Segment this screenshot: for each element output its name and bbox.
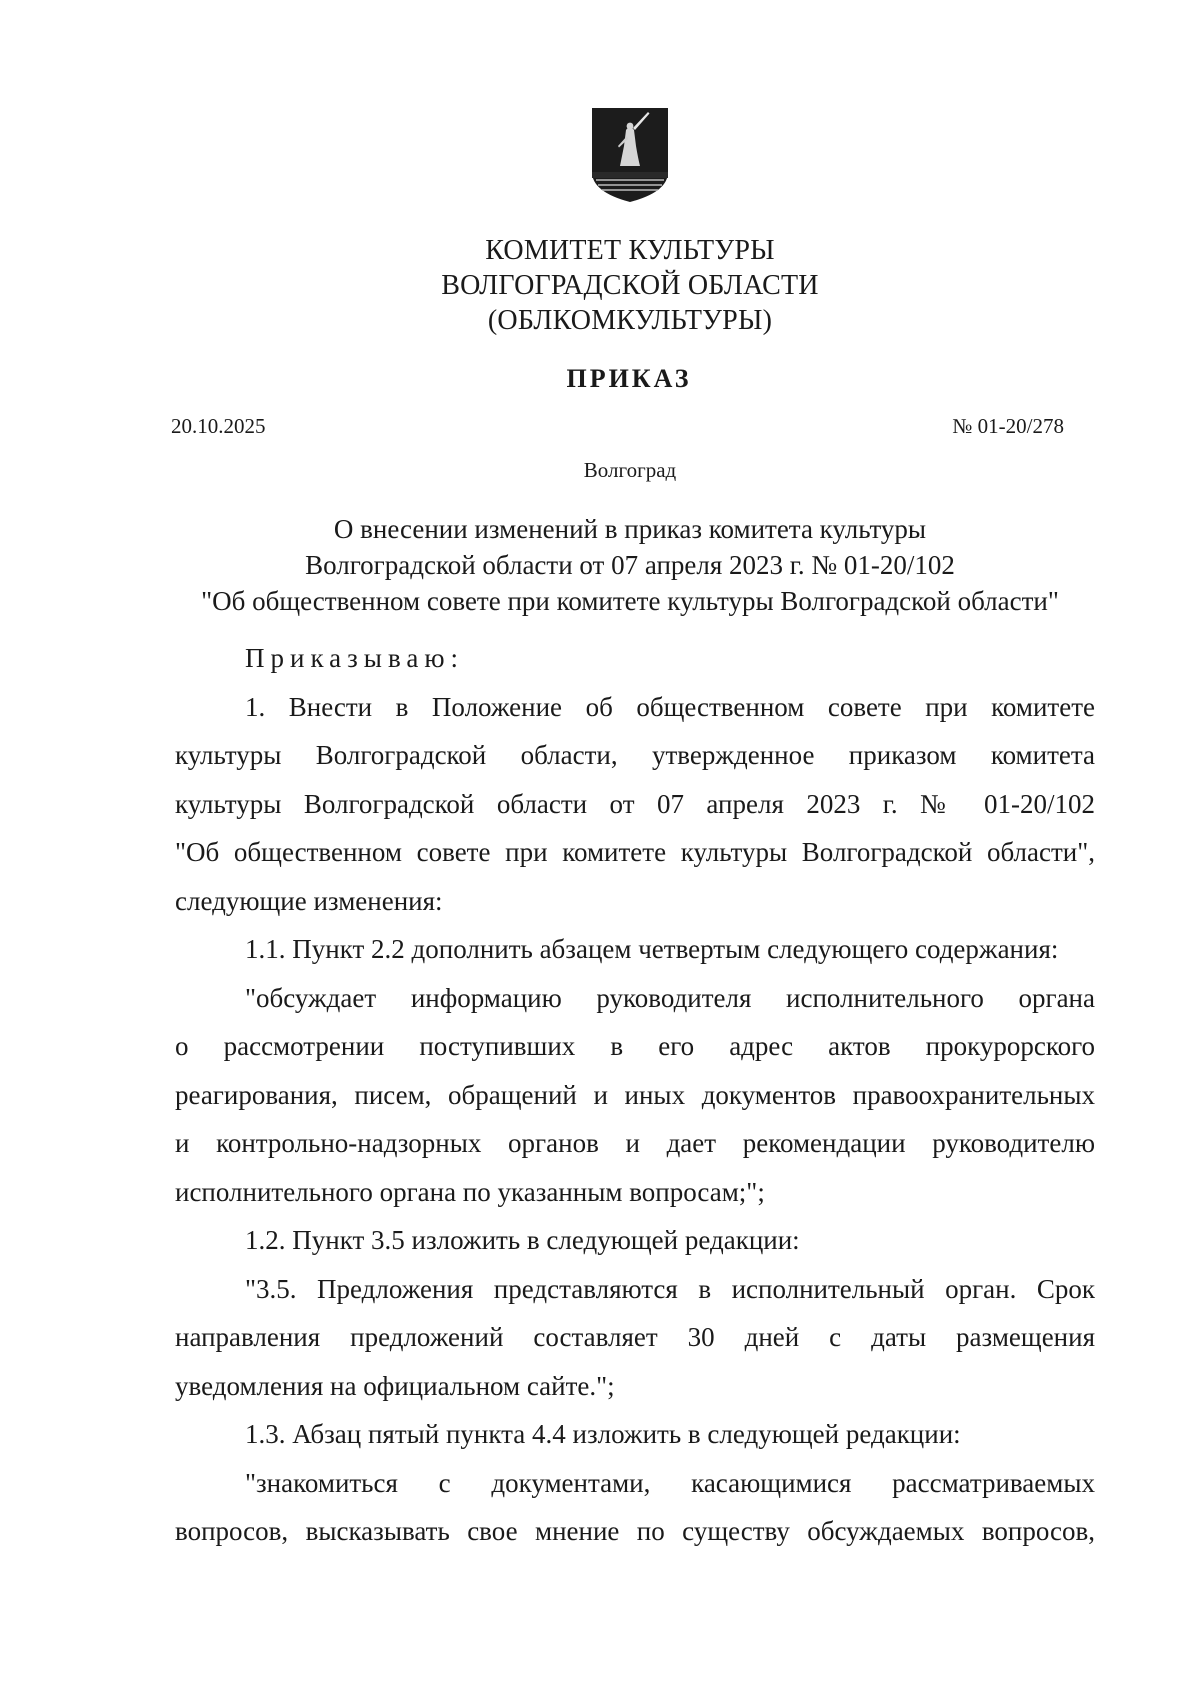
- quote-2-line-1: "3.5. Предложения представляются в исполнительный орган. Срок: [245, 1273, 1095, 1304]
- quote-1-line-4: и контрольно-надзорных органов и дает рекомендации руководителю: [175, 1128, 1095, 1158]
- coat-of-arms-icon: [590, 106, 670, 204]
- quote-1-line-1: "обсуждает информацию руководителя исполнительного органа: [245, 982, 1095, 1013]
- document-subject: [160, 511, 1100, 619]
- paragraph-1-2: 1.2. Пункт 3.5 изложить в следующей редакции:: [245, 1225, 800, 1255]
- org-line-3: (ОБЛКОМКУЛЬТУРЫ): [487, 305, 773, 336]
- document-date: 20.10.2025: [171, 414, 266, 438]
- quote-2: [175, 1265, 1095, 1411]
- paragraph-1-line-4: "Об общественном совете при комитете культуры Волгоградской области",: [175, 837, 1095, 867]
- subject-line-1: О внесении изменений в приказ комитета культуры: [333, 514, 927, 544]
- subject-line-2: Волгоградской области от 07 апреля 2023 г. № 01-20/102: [305, 550, 955, 580]
- quote-3: [175, 1459, 1095, 1556]
- quote-2-line-3: уведомления на официальном сайте.";: [175, 1370, 615, 1401]
- paragraph-1-3: 1.3. Абзац пятый пункта 4.4 изложить в следующей редакции:: [245, 1419, 961, 1449]
- quote-1: [175, 974, 1095, 1217]
- org-line-1: КОМИТЕТ КУЛЬТУРЫ: [485, 235, 775, 266]
- document-type: ПРИКАЗ: [566, 364, 692, 393]
- directive-word: Приказываю:: [245, 643, 464, 673]
- paragraph-1-line-1: 1. Внести в Положение об общественном совете при комитете: [245, 691, 1095, 722]
- subject-line-3: "Об общественном совете при комитете культуры Волгоградской области": [201, 586, 1059, 616]
- quote-3-line-1: "знакомиться с документами, касающимися рассматриваемых: [245, 1467, 1095, 1498]
- organization-name: [0, 233, 1200, 338]
- paragraph-1-line-5: следующие изменения:: [175, 885, 443, 916]
- paragraph-1-line-2: культуры Волгоградской области, утвержденное приказом комитета: [175, 740, 1095, 770]
- quote-1-line-3: реагирования, писем, обращений и иных документов правоохранительных: [175, 1079, 1095, 1110]
- quote-3-line-2: вопросов, высказывать свое мнение по существу обсуждаемых вопросов,: [175, 1516, 1095, 1546]
- document-city: Волгоград: [583, 458, 677, 482]
- paragraph-1-1: 1.1. Пункт 2.2 дополнить абзацем четвертым следующего содержания:: [245, 934, 1059, 964]
- quote-1-line-2: о рассмотрении поступивших в его адрес актов прокурорского: [175, 1031, 1095, 1061]
- document-body: [175, 634, 1095, 1556]
- org-line-2: ВОЛГОГРАДСКОЙ ОБЛАСТИ: [441, 270, 819, 301]
- paragraph-1-line-3: культуры Волгоградской области от 07 апреля 2023 г. № 01-20/102: [175, 788, 1095, 819]
- quote-1-line-5: исполнительного органа по указанным вопросам;";: [175, 1176, 765, 1207]
- document-number: № 01-20/278: [952, 414, 1064, 438]
- quote-2-line-2: направления предложений составляет 30 дней с даты размещения: [175, 1322, 1095, 1352]
- paragraph-1: [175, 683, 1095, 926]
